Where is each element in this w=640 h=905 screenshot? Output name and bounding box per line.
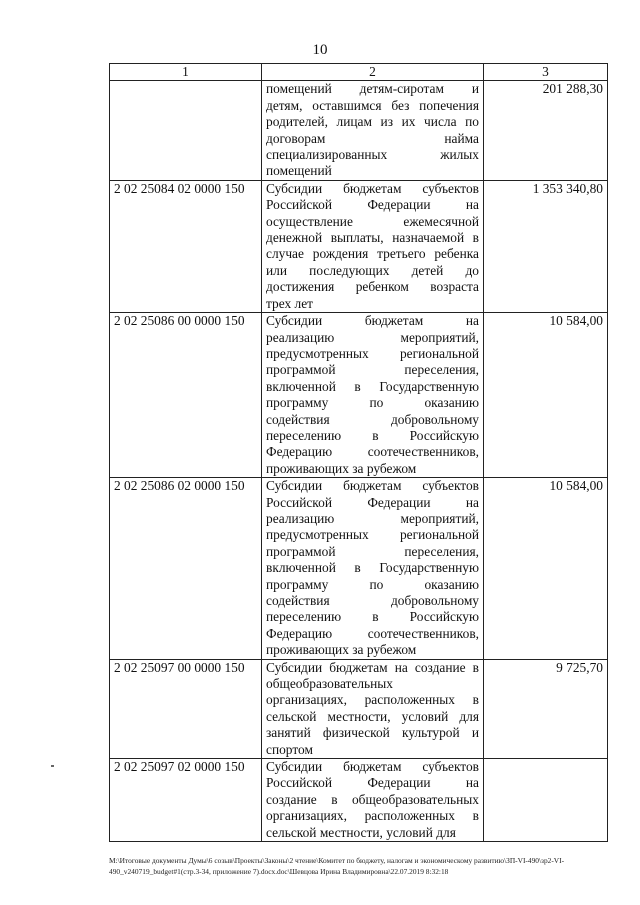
page-number: 10 xyxy=(312,42,328,58)
table-row xyxy=(110,659,608,758)
description-line: родителей, лицам из их числа по xyxy=(266,114,479,130)
table-row xyxy=(110,478,608,659)
amount-cell: 10 584,00 xyxy=(484,478,608,659)
description-line: организациях, расположенных в xyxy=(266,692,479,708)
description-line: случае рождения третьего ребенка xyxy=(266,246,479,262)
description-line: общеобразовательных xyxy=(266,676,394,692)
description-line: предусмотренных региональной xyxy=(266,527,479,543)
description-line: организациях, расположенных в xyxy=(266,808,479,824)
header-col-3: 3 xyxy=(484,64,608,81)
table-row xyxy=(110,180,608,312)
description-line: спортом xyxy=(266,741,313,757)
description-line: договорам найма xyxy=(266,130,479,146)
table-body xyxy=(110,81,608,842)
description-line: создание в общеобразовательных xyxy=(266,791,479,807)
description-line: детям, оставшимся без попечения xyxy=(266,97,479,113)
description-line: программу по оказанию xyxy=(266,395,479,411)
description-line: реализацию мероприятий, xyxy=(266,329,479,345)
description-line: Субсидии бюджетам на создание в xyxy=(266,659,479,675)
table-row xyxy=(110,759,608,842)
footer-line-2: 490_v240719_budget#1(стр.3-34, приложение 7).docx.doc\Шевцова Ирина Владимировна\22.07.2019 8:32:18 xyxy=(109,867,449,876)
description-cell xyxy=(262,180,484,312)
description-line: осуществление ежемесячной xyxy=(266,213,479,229)
description-line: Российской Федерации на xyxy=(266,197,479,213)
description-line: денежной выплаты, назначаемой в xyxy=(266,230,479,246)
description-cell xyxy=(262,81,484,180)
description-cell xyxy=(262,313,484,478)
amount-cell: 201 288,30 xyxy=(484,81,608,180)
description-line: включенной в Государственную xyxy=(266,378,479,394)
kbk-code-cell: 2 02 25097 02 0000 150 xyxy=(110,759,262,842)
description-line: или последующих детей до xyxy=(266,262,479,278)
amount-cell xyxy=(484,759,608,842)
kbk-code-cell: 2 02 25086 00 0000 150 xyxy=(110,313,262,478)
description-line: предусмотренных региональной xyxy=(266,345,479,361)
description-line: Субсидии бюджетам субъектов xyxy=(266,759,479,775)
description-line: Федерацию соотечественников, xyxy=(266,625,479,641)
description-line: содействия добровольному xyxy=(266,411,479,427)
description-line: программой переселения, xyxy=(266,543,479,559)
description-line: проживающих за рубежом xyxy=(266,642,417,658)
description-line: Российской Федерации на xyxy=(266,494,479,510)
amount-cell: 9 725,70 xyxy=(484,659,608,758)
description-line: проживающих за рубежом xyxy=(266,460,417,476)
description-line: помещений xyxy=(266,163,332,179)
description-line: помещений детям-сиротам и xyxy=(266,81,479,97)
description-line: программу по оказанию xyxy=(266,576,479,592)
description-line: сельской местности, условий для xyxy=(266,824,456,840)
header-row xyxy=(110,64,608,81)
header-col-1: 1 xyxy=(110,64,262,81)
margin-mark xyxy=(51,765,54,767)
file-path-footer xyxy=(109,855,614,877)
description-line: Субсидии бюджетам на xyxy=(266,313,479,329)
kbk-code-cell: 2 02 25086 02 0000 150 xyxy=(110,478,262,659)
description-cell xyxy=(262,659,484,758)
description-cell xyxy=(262,759,484,842)
description-line: достижения ребенком возраста xyxy=(266,279,479,295)
description-line: переселению в Российскую xyxy=(266,609,479,625)
kbk-code-cell: 2 02 25084 02 0000 150 xyxy=(110,180,262,312)
description-line: переселению в Российскую xyxy=(266,427,479,443)
header-col-2: 2 xyxy=(262,64,484,81)
description-line: трех лет xyxy=(266,295,313,311)
budget-table xyxy=(109,63,608,842)
footer-line-1: M:\Итоговые документы Думы\6 созыв\Проекты\Законы\2 чтение\Комитет по бюджету, налогам и экономическому развитию\ЗП-VI-490\зр2-VI- xyxy=(109,856,565,865)
description-line: Российской Федерации на xyxy=(266,775,479,791)
kbk-code-cell xyxy=(110,81,262,180)
description-line: сельской местности, условий для xyxy=(266,708,479,724)
description-line: занятий физической культурой и xyxy=(266,725,479,741)
description-line: содействия добровольному xyxy=(266,593,479,608)
description-line: программой переселения, xyxy=(266,362,479,378)
table-row xyxy=(110,81,608,180)
description-line: Субсидии бюджетам субъектов xyxy=(266,180,479,196)
description-line: Федерацию соотечественников, xyxy=(266,444,479,460)
description-line: Субсидии бюджетам субъектов xyxy=(266,478,479,494)
description-cell xyxy=(262,478,484,659)
kbk-code-cell: 2 02 25097 00 0000 150 xyxy=(110,659,262,758)
amount-cell: 1 353 340,80 xyxy=(484,180,608,312)
description-line: включенной в Государственную xyxy=(266,560,479,576)
description-line: реализацию мероприятий, xyxy=(266,510,479,526)
description-line: специализированных жилых xyxy=(266,147,479,163)
amount-cell: 10 584,00 xyxy=(484,313,608,478)
table-row xyxy=(110,313,608,478)
